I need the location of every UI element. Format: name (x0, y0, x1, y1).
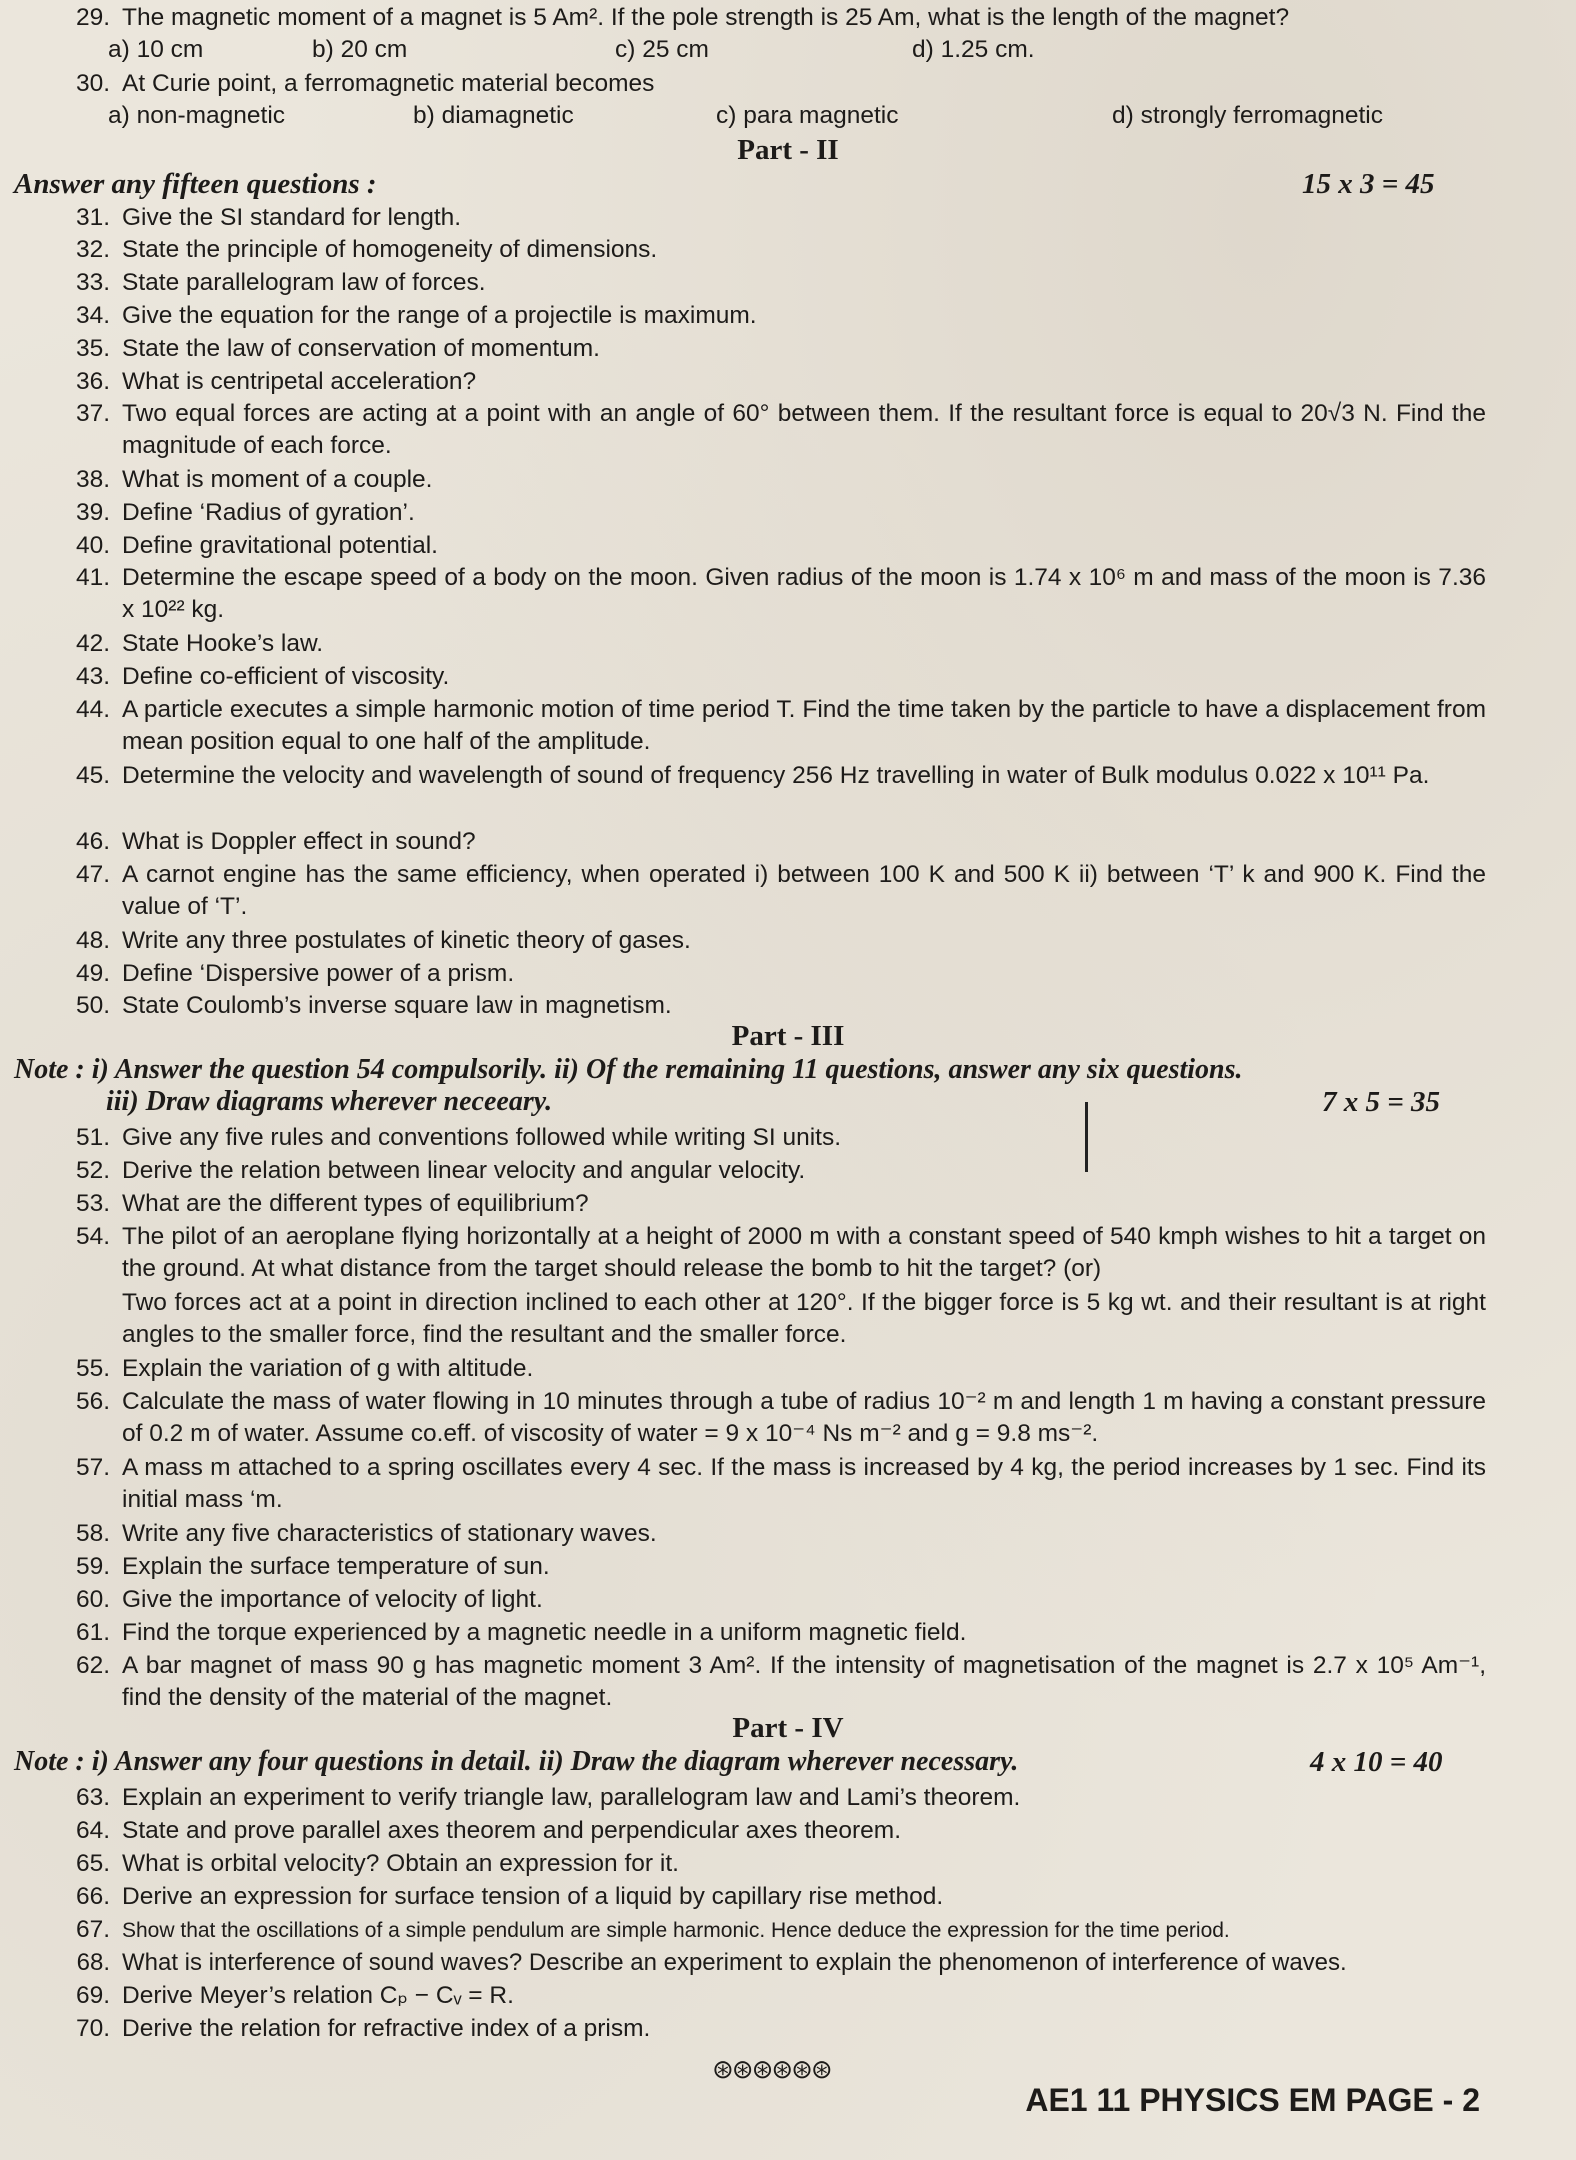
end-ornament: ⊛⊛⊛⊛⊛⊛ (712, 2054, 831, 2084)
question-53: 53. What are the different types of equilibrium? (75, 1190, 589, 1217)
question-41: 41. Determine the escape speed of a body on the moon. Given radius of the moon is 1.74 x 10⁶ m and mass of the moon is 7.36 x 10²² kg. (75, 564, 1486, 623)
question-36: 36. What is centripetal acceleration? (75, 368, 477, 395)
question-38: 38. What is moment of a couple. (75, 466, 433, 493)
question-69: 69. Derive Meyer’s relation Cₚ − Cᵥ = R. (75, 1982, 514, 2009)
question-50: 50. State Coulomb’s inverse square law in magnetism. (75, 992, 672, 1019)
question-33: 33. State parallelogram law of forces. (75, 269, 486, 296)
q29-option-a: a) 10 cm (108, 36, 204, 63)
question-40: 40. Define gravitational potential. (75, 532, 438, 559)
q30-option-b: b) diamagnetic (413, 102, 574, 129)
question-68: 68. What is interference of sound waves? Describe an experiment to explain the phenomenon of interference of waves. (76, 1949, 1347, 1976)
question-42: 42. State Hooke’s law. (75, 630, 324, 657)
question-29: 29. The magnetic moment of a magnet is 5 Am². If the pole strength is 25 Am, what is the length of the magnet? (75, 4, 1290, 31)
question-58: 58. Write any five characteristics of stationary waves. (75, 1520, 657, 1547)
part-2-title: Part - II (737, 134, 839, 166)
q30-option-d: d) strongly ferromagnetic (1112, 102, 1383, 129)
question-57: 57. A mass m attached to a spring oscillates every 4 sec. If the mass is increased by 4 kg, the period increases by 1 sec. Find its initial mass ‘m. (75, 1454, 1486, 1513)
part-2-marks: 15 x 3 = 45 (1302, 168, 1435, 200)
question-66: 66. Derive an expression for surface tension of a liquid by capillary rise method. (75, 1883, 944, 1910)
question-55: 55. Explain the variation of g with altitude. (75, 1355, 534, 1382)
part-2-instruction: Answer any fifteen questions : (14, 168, 377, 200)
question-46: 46. What is Doppler effect in sound? (75, 828, 476, 855)
question-37: 37. Two equal forces are acting at a point with an angle of 60° between them. If the resultant force is equal to 20√3 N. Find the magnitude of each force. (75, 400, 1486, 459)
question-65: 65. What is orbital velocity? Obtain an expression for it. (75, 1850, 679, 1877)
part-4-title: Part - IV (732, 1712, 844, 1744)
part-4-note: Note : i) Answer any four questions in detail. ii) Draw the diagram wherever necessary. (14, 1746, 1019, 1777)
question-39: 39. Define ‘Radius of gyration’. (75, 499, 415, 526)
question-56: 56. Calculate the mass of water flowing in 10 minutes through a tube of radius 10⁻² m and length 1 m having a constant pressure of 0.2 m of water. Assume co.eff. of viscosity of water = 9 x 10⁻⁴ Ns m⁻² and g = 9.8 ms⁻². (75, 1388, 1486, 1447)
question-48: 48. Write any three postulates of kinetic theory of gases. (75, 927, 691, 954)
question-59: 59. Explain the surface temperature of sun. (75, 1553, 550, 1580)
part-3-marks: 7 x 5 = 35 (1322, 1086, 1441, 1118)
question-64: 64. State and prove parallel axes theorem and perpendicular axes theorem. (75, 1817, 902, 1844)
question-44: 44. A particle executes a simple harmonic motion of time period T. Find the time taken by the particle to have a displacement from mean position equal to one half of the amplitude. (75, 696, 1486, 755)
question-54: 54. The pilot of an aeroplane flying horizontally at a height of 2000 m with a constant speed of 540 kmph wishes to hit a target on the ground. At what distance from the target should release the bomb to hit the target? (or) (75, 1223, 1486, 1282)
q29-option-d: d) 1.25 cm. (912, 36, 1035, 63)
q29-option-c: c) 25 cm (615, 36, 709, 63)
question-35: 35. State the law of conservation of momentum. (75, 335, 600, 362)
question-31: 31. Give the SI standard for length. (75, 204, 462, 231)
question-60: 60. Give the importance of velocity of light. (75, 1586, 543, 1613)
question-30: 30. At Curie point, a ferromagnetic material becomes (75, 70, 655, 97)
question-52: 52. Derive the relation between linear velocity and angular velocity. (75, 1157, 806, 1184)
q30-option-c: c) para magnetic (716, 102, 899, 129)
page-footer: AE1 11 PHYSICS EM PAGE - 2 (1025, 2082, 1480, 2118)
question-45: 45. Determine the velocity and wavelength of sound of frequency 256 Hz travelling in water of Bulk modulus 0.022 x 10¹¹ Pa. (75, 762, 1430, 789)
question-32: 32. State the principle of homogeneity of dimensions. (75, 236, 658, 263)
question-34: 34. Give the equation for the range of a projectile is maximum. (75, 302, 757, 329)
part-4-marks: 4 x 10 = 40 (1310, 1746, 1443, 1778)
question-67: 67. Show that the oscillations of a simple pendulum are simple harmonic. Hence deduce the expression for the time period. (75, 1916, 1230, 1943)
question-63: 63. Explain an experiment to verify triangle law, parallelogram law and Lami’s theorem. (75, 1784, 1021, 1811)
q30-option-a: a) non-magnetic (108, 102, 286, 129)
question-49: 49. Define ‘Dispersive power of a prism. (75, 960, 515, 987)
part-3-note-line-1: Note : i) Answer the question 54 compulsorily. ii) Of the remaining 11 questions, answer any six questions. (14, 1054, 1243, 1085)
question-51: 51. Give any five rules and conventions followed while writing SI units. (75, 1124, 842, 1151)
part-3-title: Part - III (731, 1020, 845, 1052)
question-43: 43. Define co-efficient of viscosity. (75, 663, 450, 690)
question-62: 62. A bar magnet of mass 90 g has magnetic moment 3 Am². If the intensity of magnetisation of the magnet is 2.7 x 10⁵ Am⁻¹, find the density of the material of the magnet. (75, 1652, 1486, 1711)
part-3-note-line-2: iii) Draw diagrams wherever neceeary. (106, 1086, 553, 1117)
question-61: 61. Find the torque experienced by a magnetic needle in a uniform magnetic field. (75, 1619, 967, 1646)
question-54-alternative: Two forces act at a point in direction inclined to each other at 120°. If the bigger force is 5 kg wt. and their resultant is at right angles to the smaller force, find the resultant and the smaller force. (122, 1289, 1486, 1348)
question-47: 47. A carnot engine has the same efficiency, when operated i) between 100 K and 500 K ii) between ‘T’ k and 900 K. Find the value of ‘T’. (75, 861, 1486, 920)
question-70: 70. Derive the relation for refractive index of a prism. (75, 2015, 651, 2042)
q29-option-b: b) 20 cm (312, 36, 408, 63)
